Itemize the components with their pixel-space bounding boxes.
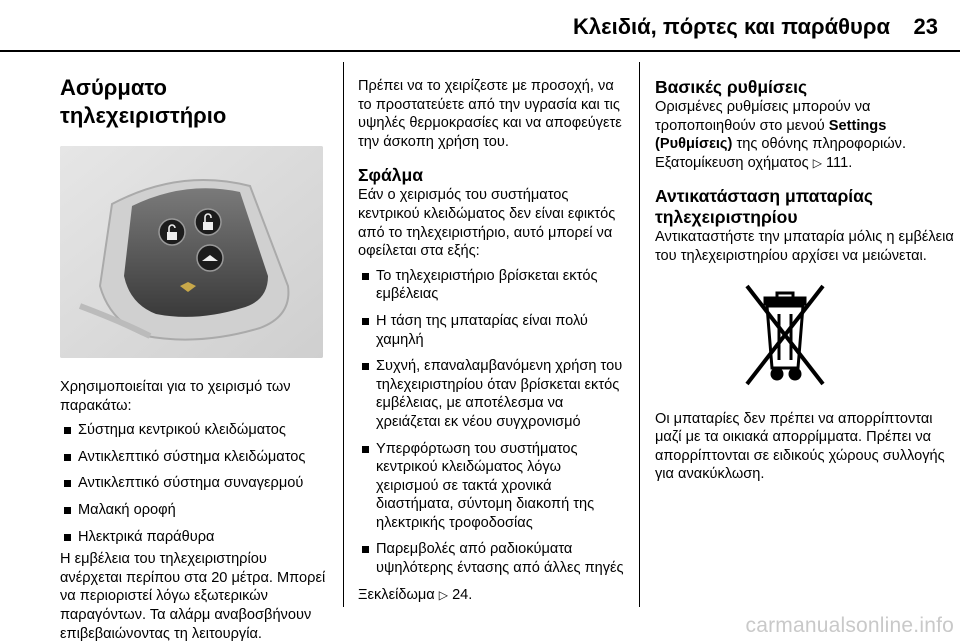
list-item: Μαλακή οροφή [60, 501, 330, 520]
list-item: Σύστημα κεντρικού κλειδώματος [60, 421, 330, 440]
personalization-reference[interactable]: 111. [826, 154, 853, 171]
reference-arrow-icon: ▷ [438, 587, 448, 602]
intro-text: Χρησιμοποιείται για το χειρισμό των παρακάτω: [60, 379, 291, 414]
feature-list [60, 421, 330, 546]
column-1 [60, 74, 330, 643]
column-divider-2 [639, 62, 640, 607]
disposal-text: Οι μπαταρίες δεν πρέπει να απορρίπτονται μαζί με τα οικιακά απορρίμματα. Πρέπει να απορρίπτονται σε ειδικούς χώρους συλλογής για ανακύκλωση. [655, 410, 945, 483]
column-2 [358, 77, 626, 604]
list-item: Ηλεκτρικά παράθυρα [60, 528, 330, 547]
fault-list [358, 267, 626, 578]
column-3 [655, 77, 955, 484]
reference-arrow-icon: ▷ [812, 155, 822, 170]
list-item: Συχνή, επαναλαμβανόμενη χρήση του τηλεχειριστηρίου όταν βρίσκεται εκτός εμβέλειας, με αποτέλεσμα να χρειάζεται εκ νέου συγχρονισμό [358, 357, 626, 431]
battery-text: Αντικαταστήστε την μπαταρία μόλις η εμβέλεια του τηλεχειριστηρίου αρχίσει να μειώνεται. [655, 229, 954, 264]
settings-menu-label: Settings (Ρυθμίσεις) [655, 117, 887, 153]
list-item: Η τάση της μπαταρίας είναι πολύ χαμηλή [358, 312, 626, 349]
handling-text: Πρέπει να το χειρίζεστε με προσοχή, να το προστατεύετε από την υγρασία και τις υψηλές θερμοκρασίες και να αποφεύγετε την άσκοπη χρήση του. [358, 78, 622, 150]
section-heading: Ασύρματο τηλεχειριστήριο [60, 75, 227, 128]
battery-heading: Αντικατάσταση μπαταρίας τηλεχειριστηρίου [655, 186, 873, 228]
watermark: carmanualsonline.info [745, 614, 954, 637]
running-header: Κλειδιά, πόρτες και παράθυρα [573, 14, 890, 39]
key-fob-image [60, 146, 323, 358]
range-text: Η εμβέλεια του τηλεχειριστηρίου ανέρχεται περίπου στα 20 μέτρα. Μπορεί να περιοριστεί λόγω εξωτερικών παραγόντων. Τα αλάρμ αναβοσβήνουν επιβεβαιώνοντας τη λειτουργία. [60, 551, 326, 642]
header-rule [0, 50, 960, 52]
page-number: 23 [913, 14, 938, 39]
crossed-out-bin-icon [739, 280, 831, 392]
list-item: Παρεμβολές από ραδιοκύματα υψηλότερης έντασης από άλλες πηγές [358, 540, 626, 577]
list-item: Αντικλεπτικό σύστημα συναγερμού [60, 474, 330, 493]
list-item: Αντικλεπτικό σύστημα κλειδώματος [60, 448, 330, 467]
unlocking-reference[interactable]: Ξεκλείδωμα ▷ 24. [358, 586, 473, 603]
list-item: Το τηλεχειριστήριο βρίσκεται εκτός εμβέλειας [358, 267, 626, 304]
basic-settings-heading: Βασικές ρυθμίσεις [655, 77, 808, 97]
column-divider-1 [343, 62, 344, 607]
fault-text: Εάν ο χειρισμός του συστήματος κεντρικού κλειδώματος δεν είναι εφικτός από το τηλεχειριστήριο, αυτό μπορεί να οφείλεται στα εξής: [358, 187, 616, 260]
list-item: Υπερφόρτωση του συστήματος κεντρικού κλειδώματος λόγω χειρισμού σε τακτά χρονικά διαστήματα, σύντομη διακοπή της ηλεκτρικής τροφοδοσίας [358, 440, 626, 533]
fault-heading: Σφάλμα [358, 165, 423, 186]
basic-settings-text: Ορισμένες ρυθμίσεις μπορούν να τροποποιηθούν στο μενού Settings (Ρυθμίσεις) της οθόνης πληροφοριών. Εξατομίκευση οχήματος ▷ 111. [655, 99, 907, 171]
